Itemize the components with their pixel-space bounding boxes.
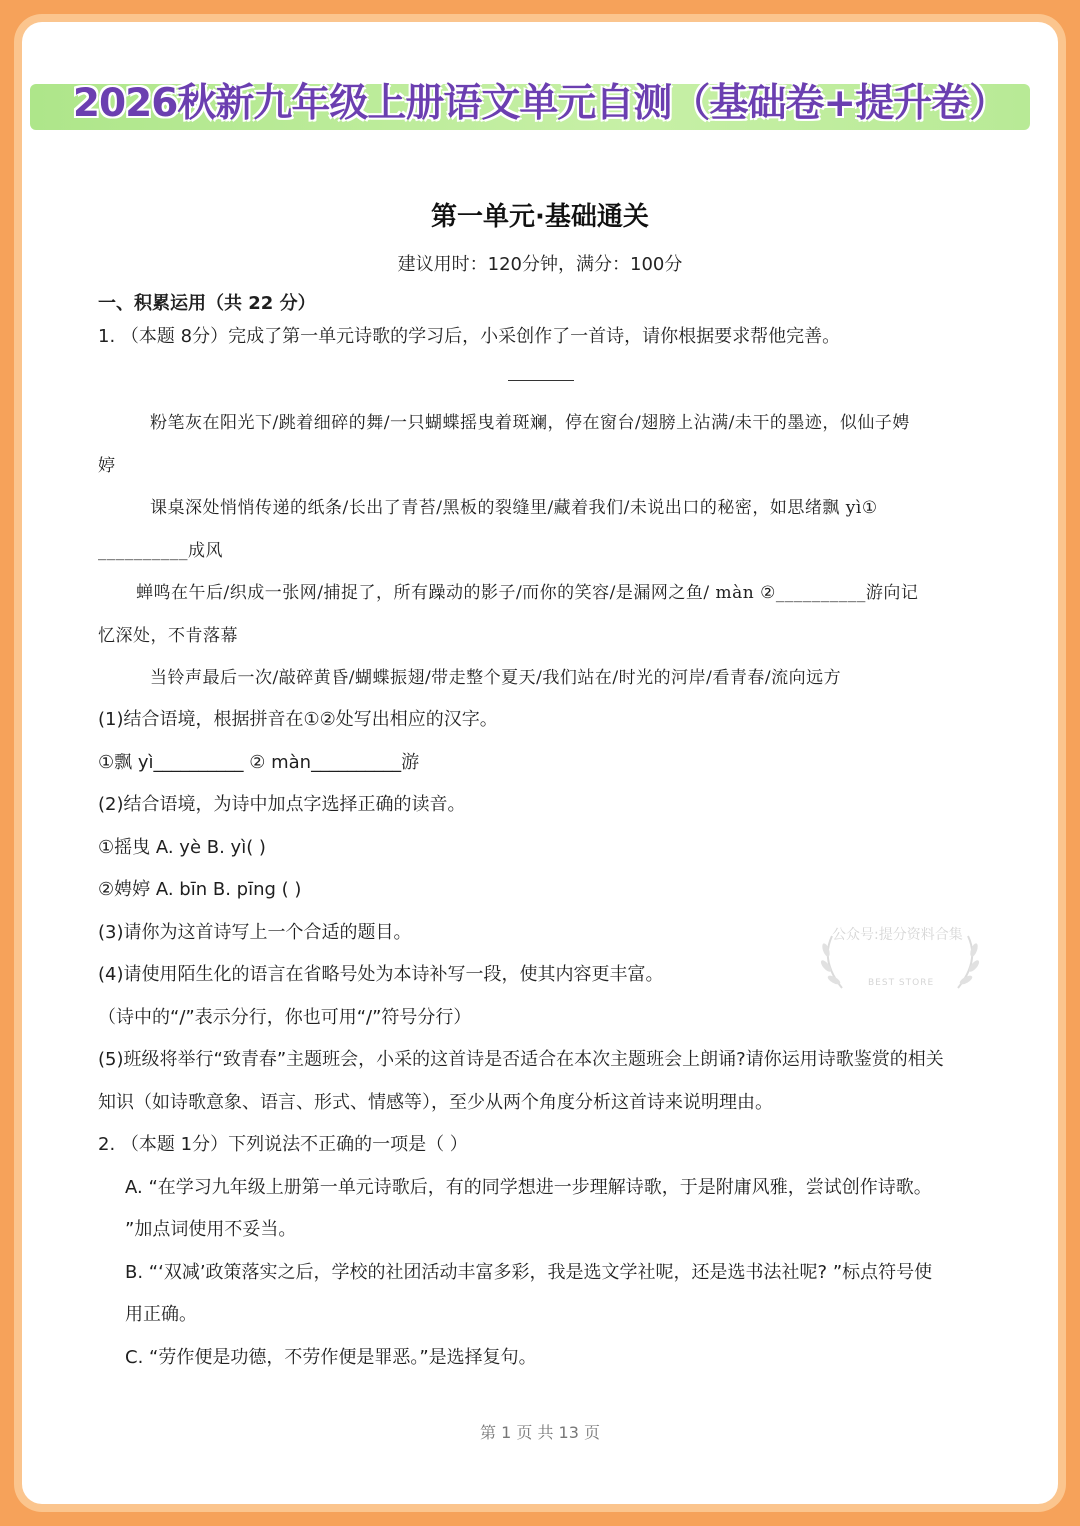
q1-part-1: (1)结合语境，根据拼音在①②处写出相应的汉字。	[98, 709, 498, 730]
poem-line: 蝉鸣在午后/织成一张网/捕捉了，所有躁动的影子/而你的笑容/是漏网之鱼/ màn ②__________游向记	[136, 583, 919, 603]
section-heading: 一、积累运用（共 22 分）	[98, 293, 316, 314]
q1-part-1-answer: ①飘 yì__________ ② màn__________游	[98, 752, 420, 773]
q1-part-5-cont: 知识（如诗歌意象、语言、形式、情感等），至少从两个角度分析这首诗来说明理由。	[98, 1092, 773, 1113]
unit-title: 第一单元·基础通关	[431, 202, 649, 232]
poem-line: __________成风	[98, 541, 223, 561]
q2-option-a-cont: ”加点词使用不妥当。	[125, 1219, 297, 1240]
q1-part-4: (4)请使用陌生化的语言在省略号处为本诗补写一段，使其内容更丰富。	[98, 964, 664, 985]
poem-line: 当铃声最后一次/敲碎黄昏/蝴蝶振翅/带走整个夏天/我们站在/时光的河岸/看青春/流向远方	[150, 668, 842, 688]
q2-option-a: A. “在学习九年级上册第一单元诗歌后，有的同学想进一步理解诗歌，于是附庸风雅，尝试创作诗歌。	[125, 1177, 932, 1198]
poem-line: 课桌深处悄悄传递的纸条/长出了青苔/黑板的裂缝里/藏着我们/未说出口的秘密，如思绪飘 yì①	[150, 498, 878, 518]
poem-line: 粉笔灰在阳光下/跳着细碎的舞/一只蝴蝶摇曳着斑斓，停在窗台/翅膀上沾满/未干的墨迹，似仙子娉	[150, 413, 910, 433]
q1-part-5: (5)班级将举行“致青春”主题班会，小采的这首诗是否适合在本次主题班会上朗诵?请你运用诗歌鉴赏的相关	[98, 1049, 944, 1070]
headline-title: 2026秋新九年级上册语文单元自测（基础卷+提升卷）	[72, 81, 1008, 126]
page-number-footer: 第 1 页 共 13 页	[480, 1423, 600, 1442]
watermark-subtext: BEST STORE	[868, 978, 935, 988]
question-2-stem: 2. （本题 1分）下列说法不正确的一项是（ ）	[98, 1134, 468, 1155]
q1-part-3: (3)请你为这首诗写上一个合适的题目。	[98, 922, 412, 943]
q1-part-2-option-a: ①摇曳 A. yè B. yì( )	[98, 837, 266, 858]
watermark	[812, 916, 988, 996]
q1-part-2: (2)结合语境，为诗中加点字选择正确的读音。	[98, 794, 466, 815]
poem-line: 婷	[98, 456, 116, 476]
q2-option-b: B. “‘双减’政策落实之后，学校的社团活动丰富多彩，我是选文学社呢，还是选书法社呢? ”标点符号使	[125, 1262, 933, 1283]
q1-part-2-option-b: ②娉婷 A. bīn B. pīng ( )	[98, 879, 302, 900]
question-1-stem: 1. （本题 8分）完成了第一单元诗歌的学习后，小采创作了一首诗，请你根据要求帮他完善。	[98, 326, 841, 347]
watermark-text: 公众号:提分资料合集	[832, 927, 963, 943]
poem-title-blank	[508, 380, 574, 381]
poem-line: 忆深处，不肯落幕	[98, 626, 238, 646]
q1-part-4-note: （诗中的“/”表示分行，你也可用“/”符号分行）	[98, 1007, 472, 1028]
q2-option-c: C. “劳作便是功德，不劳作便是罪恶。”是选择复句。	[125, 1347, 537, 1368]
time-score-info: 建议用时：120分钟，满分：100分	[397, 254, 683, 275]
q2-option-b-cont: 用正确。	[125, 1304, 197, 1325]
